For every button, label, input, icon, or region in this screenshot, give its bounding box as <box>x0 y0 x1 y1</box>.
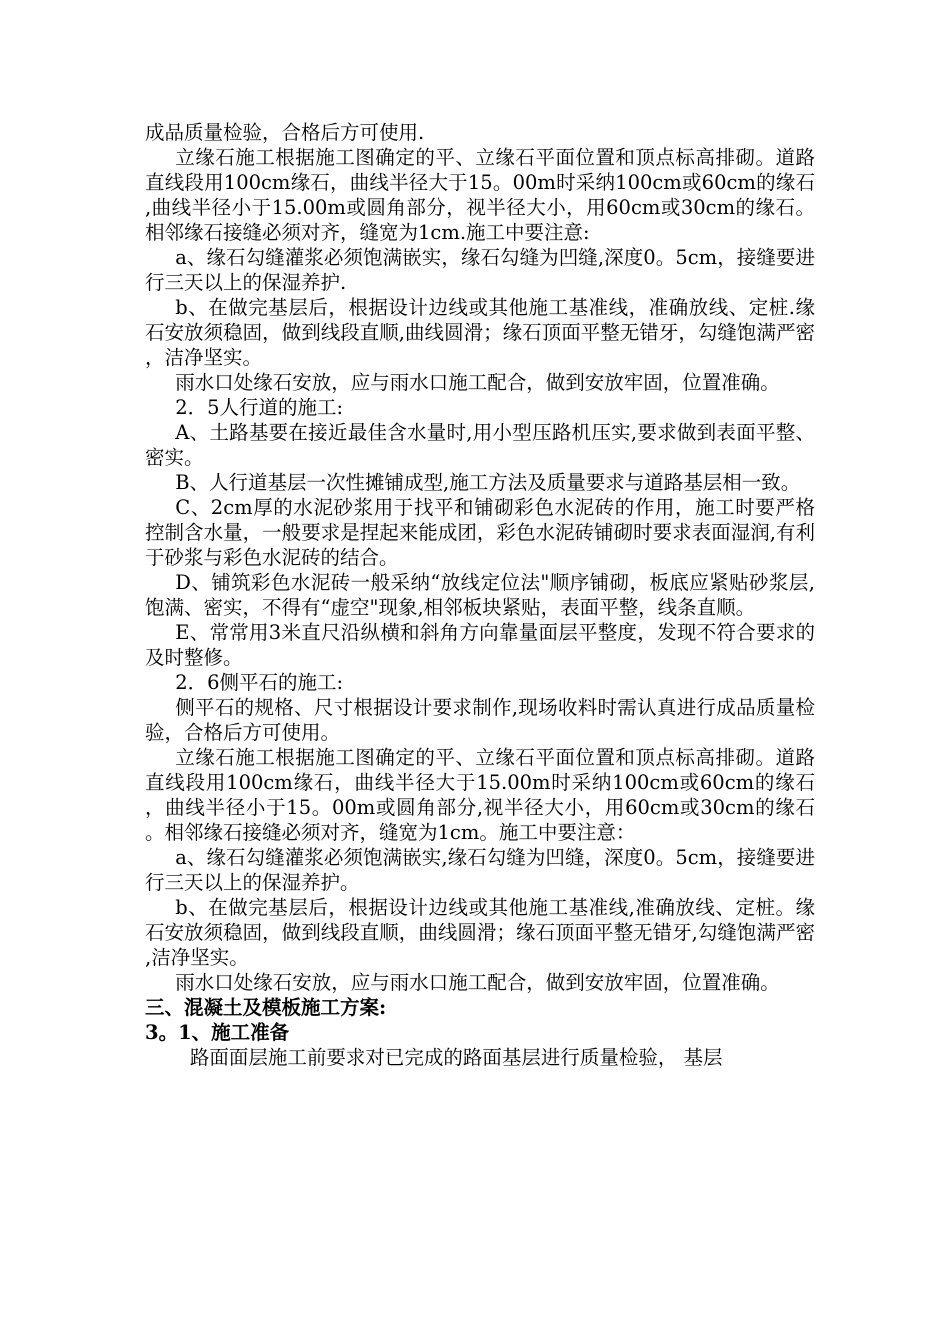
paragraph-sidewalk-d: D、铺筑彩色水泥砖一般采纳“放线定位法"顺序铺砌，板底应紧贴砂浆层,饱满、密实，不得有“虚空"现象,相邻板块紧贴，表面平整，线条直顺。 <box>145 571 815 619</box>
section-heading-preparation: 3。1、施工准备 <box>145 1021 290 1044</box>
paragraph-sidewalk-c: C、2cm厚的水泥砂浆用于找平和铺砌彩色水泥砖的作用，施工时要严格控制含水量，一般要求是捏起来能成团，彩色水泥砖铺砌时要求表面湿润,有利于砂浆与彩色水泥砖的结合。 <box>145 496 815 569</box>
paragraph-curb-note-a-2: a、缘石勾缝灌浆必须饱满嵌实,缘石勾缝为凹缝，深度0。5cm，接缝要进行三天以上的保湿养护。 <box>145 846 815 894</box>
section-title-side-curb: 2．6侧平石的施工: <box>175 671 344 694</box>
paragraph-curb-note-a: a、缘石勾缝灌浆必须饱满嵌实，缘石勾缝为凹缝,深度0。5cm，接缝要进行三天以上的保湿养护. <box>145 246 815 294</box>
chapter-heading-concrete: 三、混凝土及模板施工方案: <box>145 996 387 1019</box>
paragraph-sidewalk-b: B、人行道基层一次性摊铺成型,施工方法及质量要求与道路基层相一致。 <box>175 471 801 494</box>
section-title-sidewalk: 2．5人行道的施工: <box>175 396 344 419</box>
paragraph-side-curb-spec: 侧平石的规格、尺寸根据设计要求制作,现场收料时需认真进行成品质量检验，合格后方可使用。 <box>145 696 815 744</box>
paragraph-sidewalk-a: A、土路基要在接近最佳含水量时,用小型压路机压实,要求做到表面平整、密实。 <box>145 421 815 469</box>
paragraph-sidewalk-e: E、常常用3米直尺沿纵横和斜角方向靠量面层平整度，发现不符合要求的及时整修。 <box>145 621 815 669</box>
paragraph-curb-note-b-2: b、在做完基层后，根据设计边线或其他施工基准线,准确放线、定桩。缘石安放须稳固，做到线段直顺，曲线圆滑；缘石顶面平整无错牙,勾缝饱满严密,洁净坚实。 <box>145 896 815 969</box>
paragraph-curb-construction: 立缘石施工根据施工图确定的平、立缘石平面位置和顶点标高排砌。道路直线段用100cm缘石，曲线半径大于15。00m时采纳100cm或60cm的缘石,曲线半径小于15.00m或圆角部分，视半径大小，用60cm或30cm的缘石。相邻缘石接缝必须对齐，缝宽为1cm.施工中要注意: <box>145 146 815 244</box>
paragraph-surface-inspection: 路面面层施工前要求对已完成的路面基层进行质量检验， 基层 <box>189 1046 723 1069</box>
paragraph-curb-construction-2: 立缘石施工根据施工图确定的平、立缘石平面位置和顶点标高排砌。道路直线段用100cm缘石，曲线半径大于15.00m时采纳100cm或60cm的缘石，曲线半径小于15。00m或圆角部分,视半径大小，用60cm或30cm的缘石。相邻缘石接缝必须对齐，缝宽为1cm。施工中要注意： <box>145 746 815 844</box>
document-body <box>145 120 815 1070</box>
paragraph-rainwater-inlet-2: 雨水口处缘石安放，应与雨水口施工配合，做到安放牢固，位置准确。 <box>175 971 780 994</box>
paragraph-curb-note-b: b、在做完基层后，根据设计边线或其他施工基准线，准确放线、定桩.缘石安放须稳固，做到线段直顺,曲线圆滑；缘石顶面平整无错牙，勾缝饱满严密，洁净坚实。 <box>145 296 815 369</box>
paragraph-rainwater-inlet: 雨水口处缘石安放，应与雨水口施工配合，做到安放牢固，位置准确。 <box>175 371 780 394</box>
paragraph-quality-check: 成品质量检验，合格后方可使用. <box>145 121 425 144</box>
